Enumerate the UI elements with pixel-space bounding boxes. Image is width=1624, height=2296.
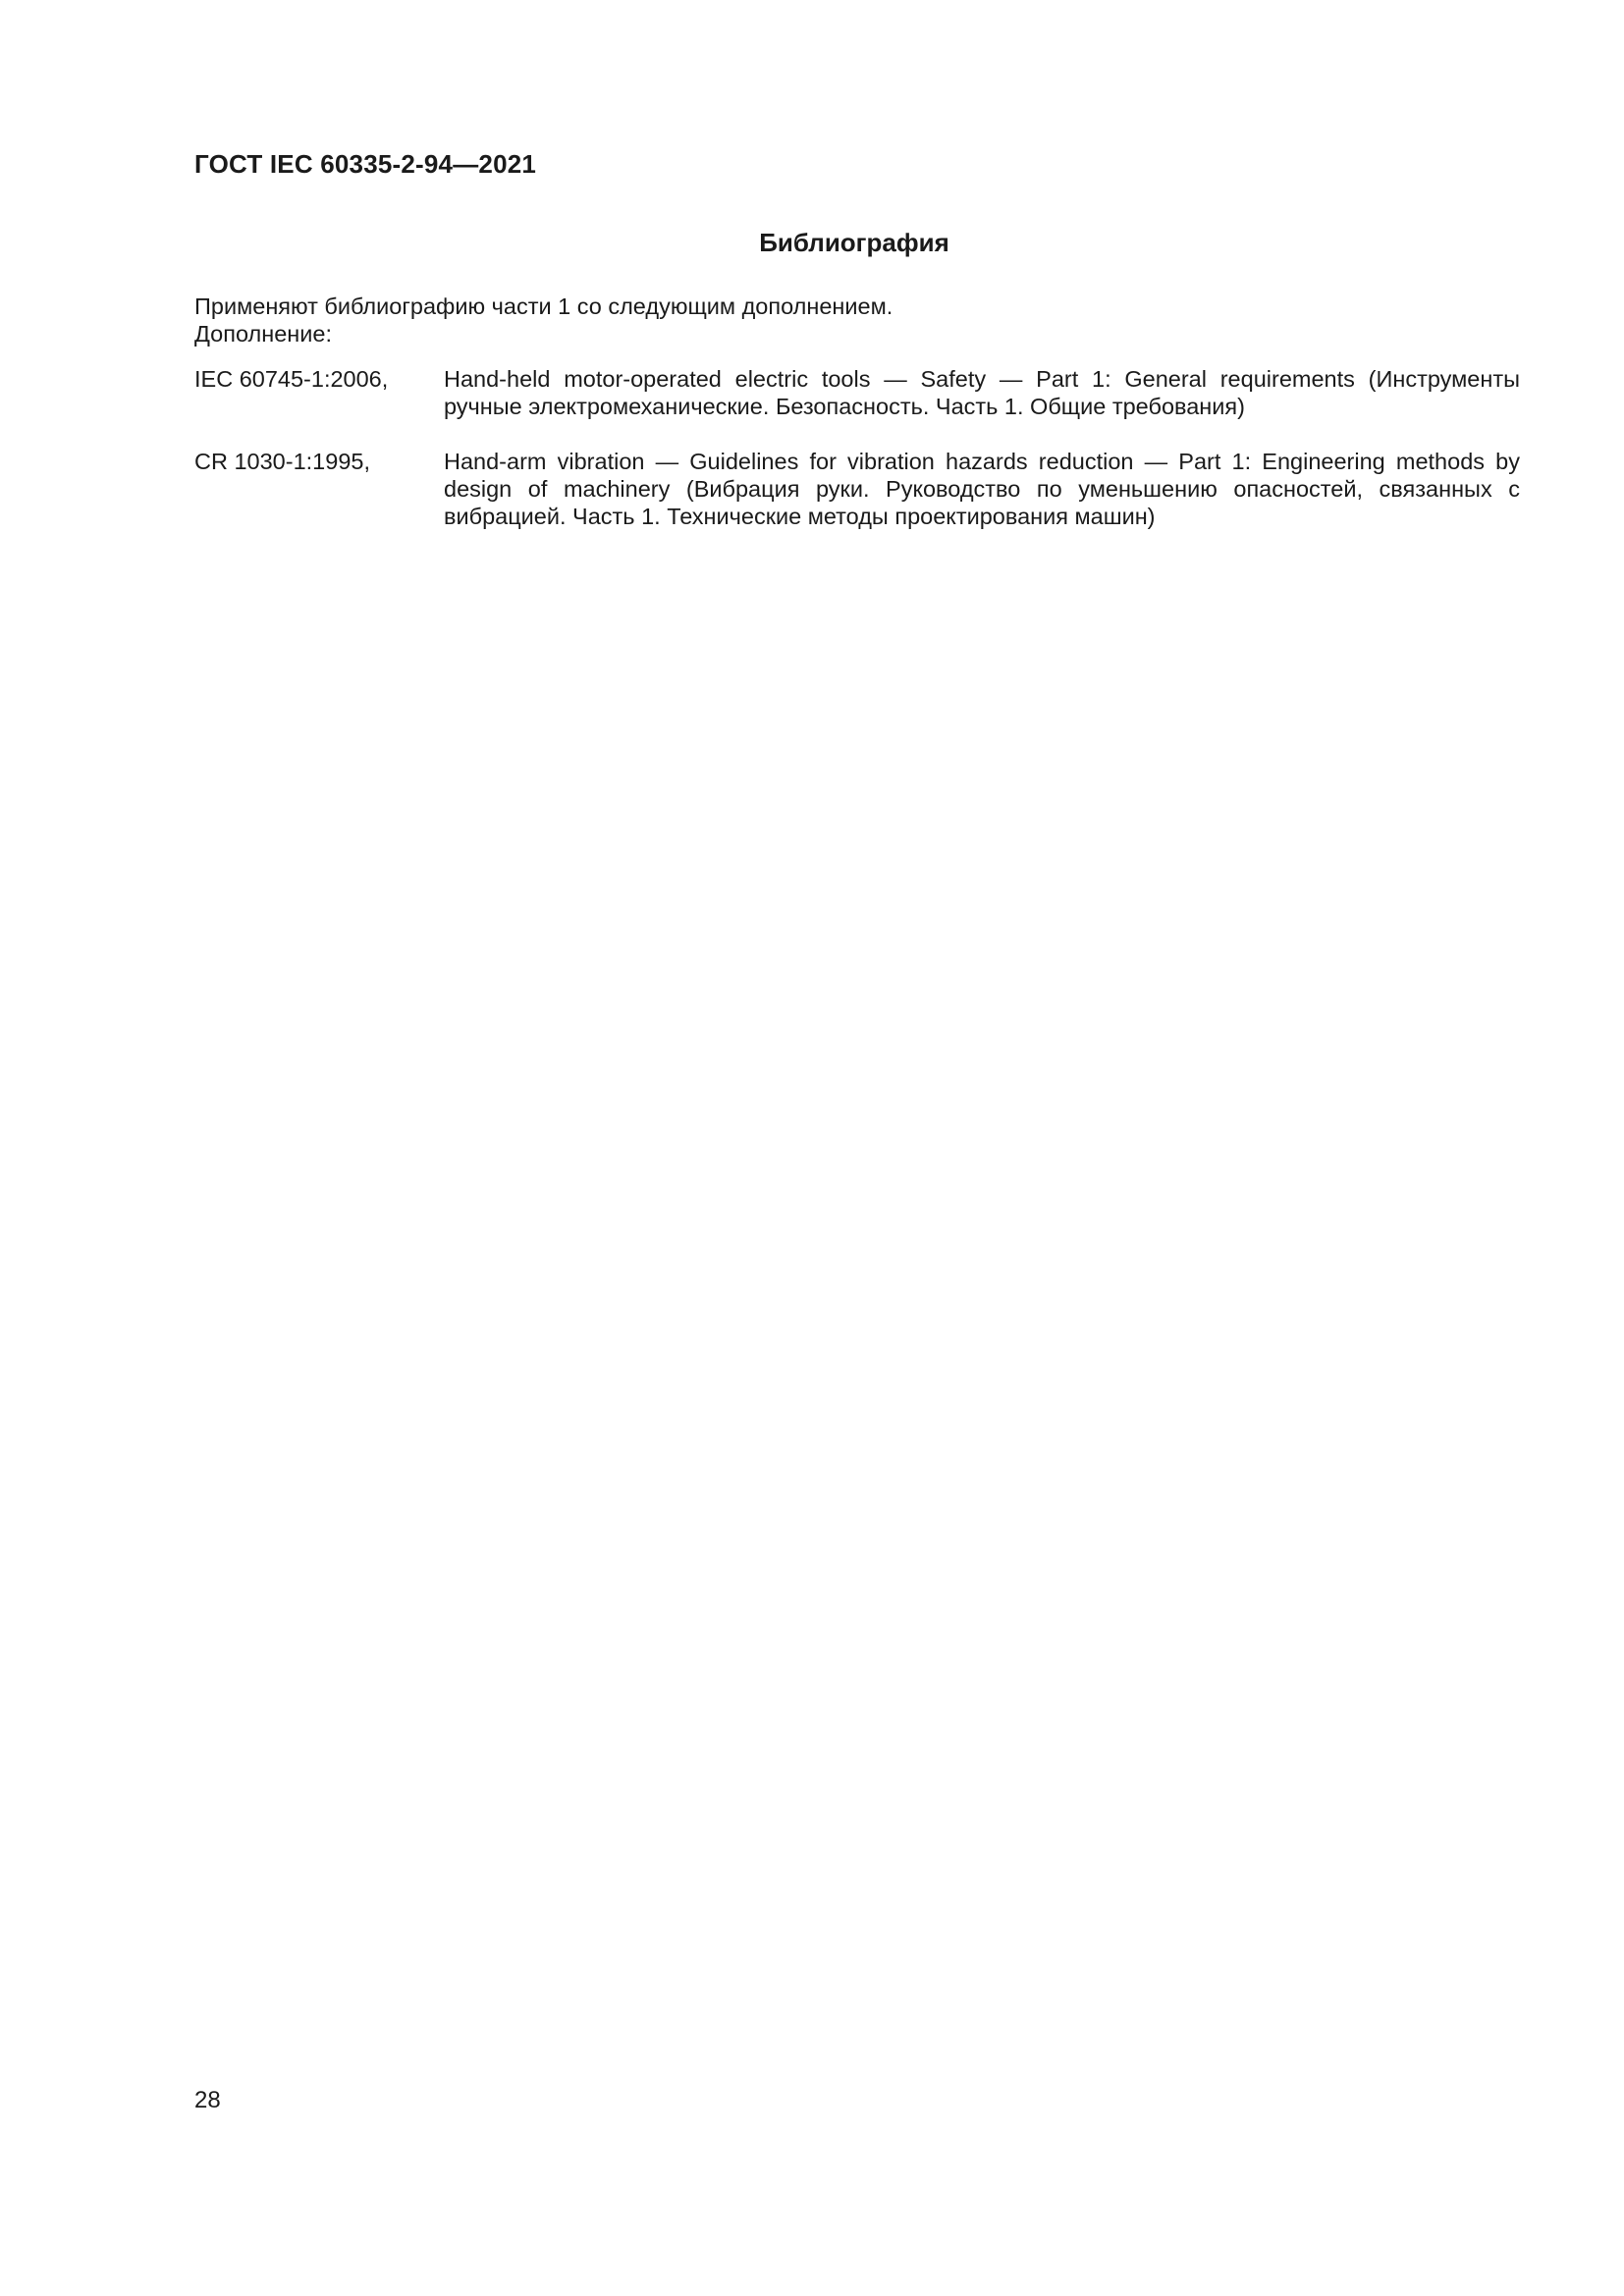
section-title: Библиография xyxy=(759,228,949,257)
intro-line: Применяют библиографию части 1 со следующим дополнением. xyxy=(194,294,893,319)
page-number: 28 xyxy=(194,2087,221,2113)
reference-text: Hand-held motor-operated electric tools — Safety — Part 1: General requirements (Инструменты ручные электромеханические. Безопасность. Часть 1. Общие требования) xyxy=(444,366,1520,419)
bibliography-entry xyxy=(194,365,1520,420)
document-code-header: ГОСТ IEC 60335-2-94—2021 xyxy=(194,149,537,179)
bibliography-list xyxy=(194,365,1520,558)
reference-code: IEC 60745-1:2006, xyxy=(194,366,389,392)
bibliography-entry xyxy=(194,448,1520,530)
intro-line: Дополнение: xyxy=(194,321,332,347)
intro-paragraph xyxy=(194,293,893,347)
reference-code: CR 1030-1:1995, xyxy=(194,449,370,474)
reference-text: Hand-arm vibration — Guidelines for vibration hazards reduction — Part 1: Engineering methods by design of machinery (Вибрация руки. Руководство по уменьшению опасностей, связанных с вибрацией. Часть 1. Технические методы проектирования машин) xyxy=(444,449,1520,529)
